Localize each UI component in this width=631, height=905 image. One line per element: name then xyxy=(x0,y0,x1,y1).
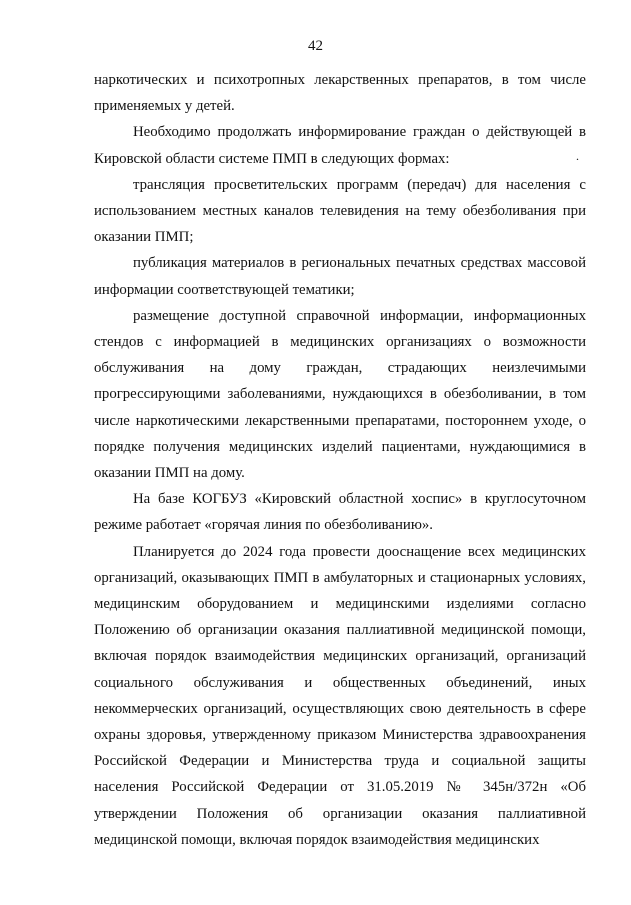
paragraph-broadcast: трансляция просветительских программ (передач) для населения с использованием местных каналов телевидения на тему обезболивания при оказании ПМП; xyxy=(94,176,586,246)
paragraph-hotline: На базе КОГБУЗ «Кировский областной хоспис» в круглосуточном режиме работает «горячая линия по обезболиванию». xyxy=(94,491,586,534)
paragraph-equipment: Планируется до 2024 года провести дооснащение всех медицинских организаций, оказывающих ПМП в амбулаторных и стационарных условиях, медицинским оборудованием и медицинскими изделиями согласно Положению об организации оказания паллиативной медицинской помощи, включая порядок взаимодействия медицинских организаций, организаций социального обслуживания и общественных объединений, иных некоммерческих организаций, осуществляющих свою деятельность в сфере охраны здоровья, утвержденному приказом Министерства здравоохранения Российской Федерации и Министерства труда и социальной защиты населения Российской Федерации от 31.05.2019 № 345н/372н «Об утверждении Положения об организации оказания паллиативной медицинской помощи, включая порядок взаимодействия медицинских xyxy=(94,543,586,848)
page-number: 42 xyxy=(308,38,323,54)
paragraph-continuation: наркотических и психотропных лекарственных препаратов, в том числе применяемых у детей. xyxy=(94,72,586,115)
paragraph-reference-info: размещение доступной справочной информации, информационных стендов с информацией в медицинских организациях о возможности обслуживания на дому граждан, страдающих неизлечимыми прогрессирующими заболеваниями, нуждающихся в обезболивании, в том числе наркотическими лекарственными препаратами, постороннем уходе, о порядке получения медицинских изделий пациентами, нуждающимися в оказании ПМП на дому. xyxy=(94,307,586,482)
document-body xyxy=(94,67,586,853)
paragraph-publication: публикация материалов в региональных печатных средствах массовой информации соответствующей тематики; xyxy=(94,255,586,298)
paragraph-informing: Необходимо продолжать информирование граждан о действующей в Кировской области системе ПМП в следующих формах: xyxy=(94,124,586,167)
stray-mark: . xyxy=(576,149,579,163)
